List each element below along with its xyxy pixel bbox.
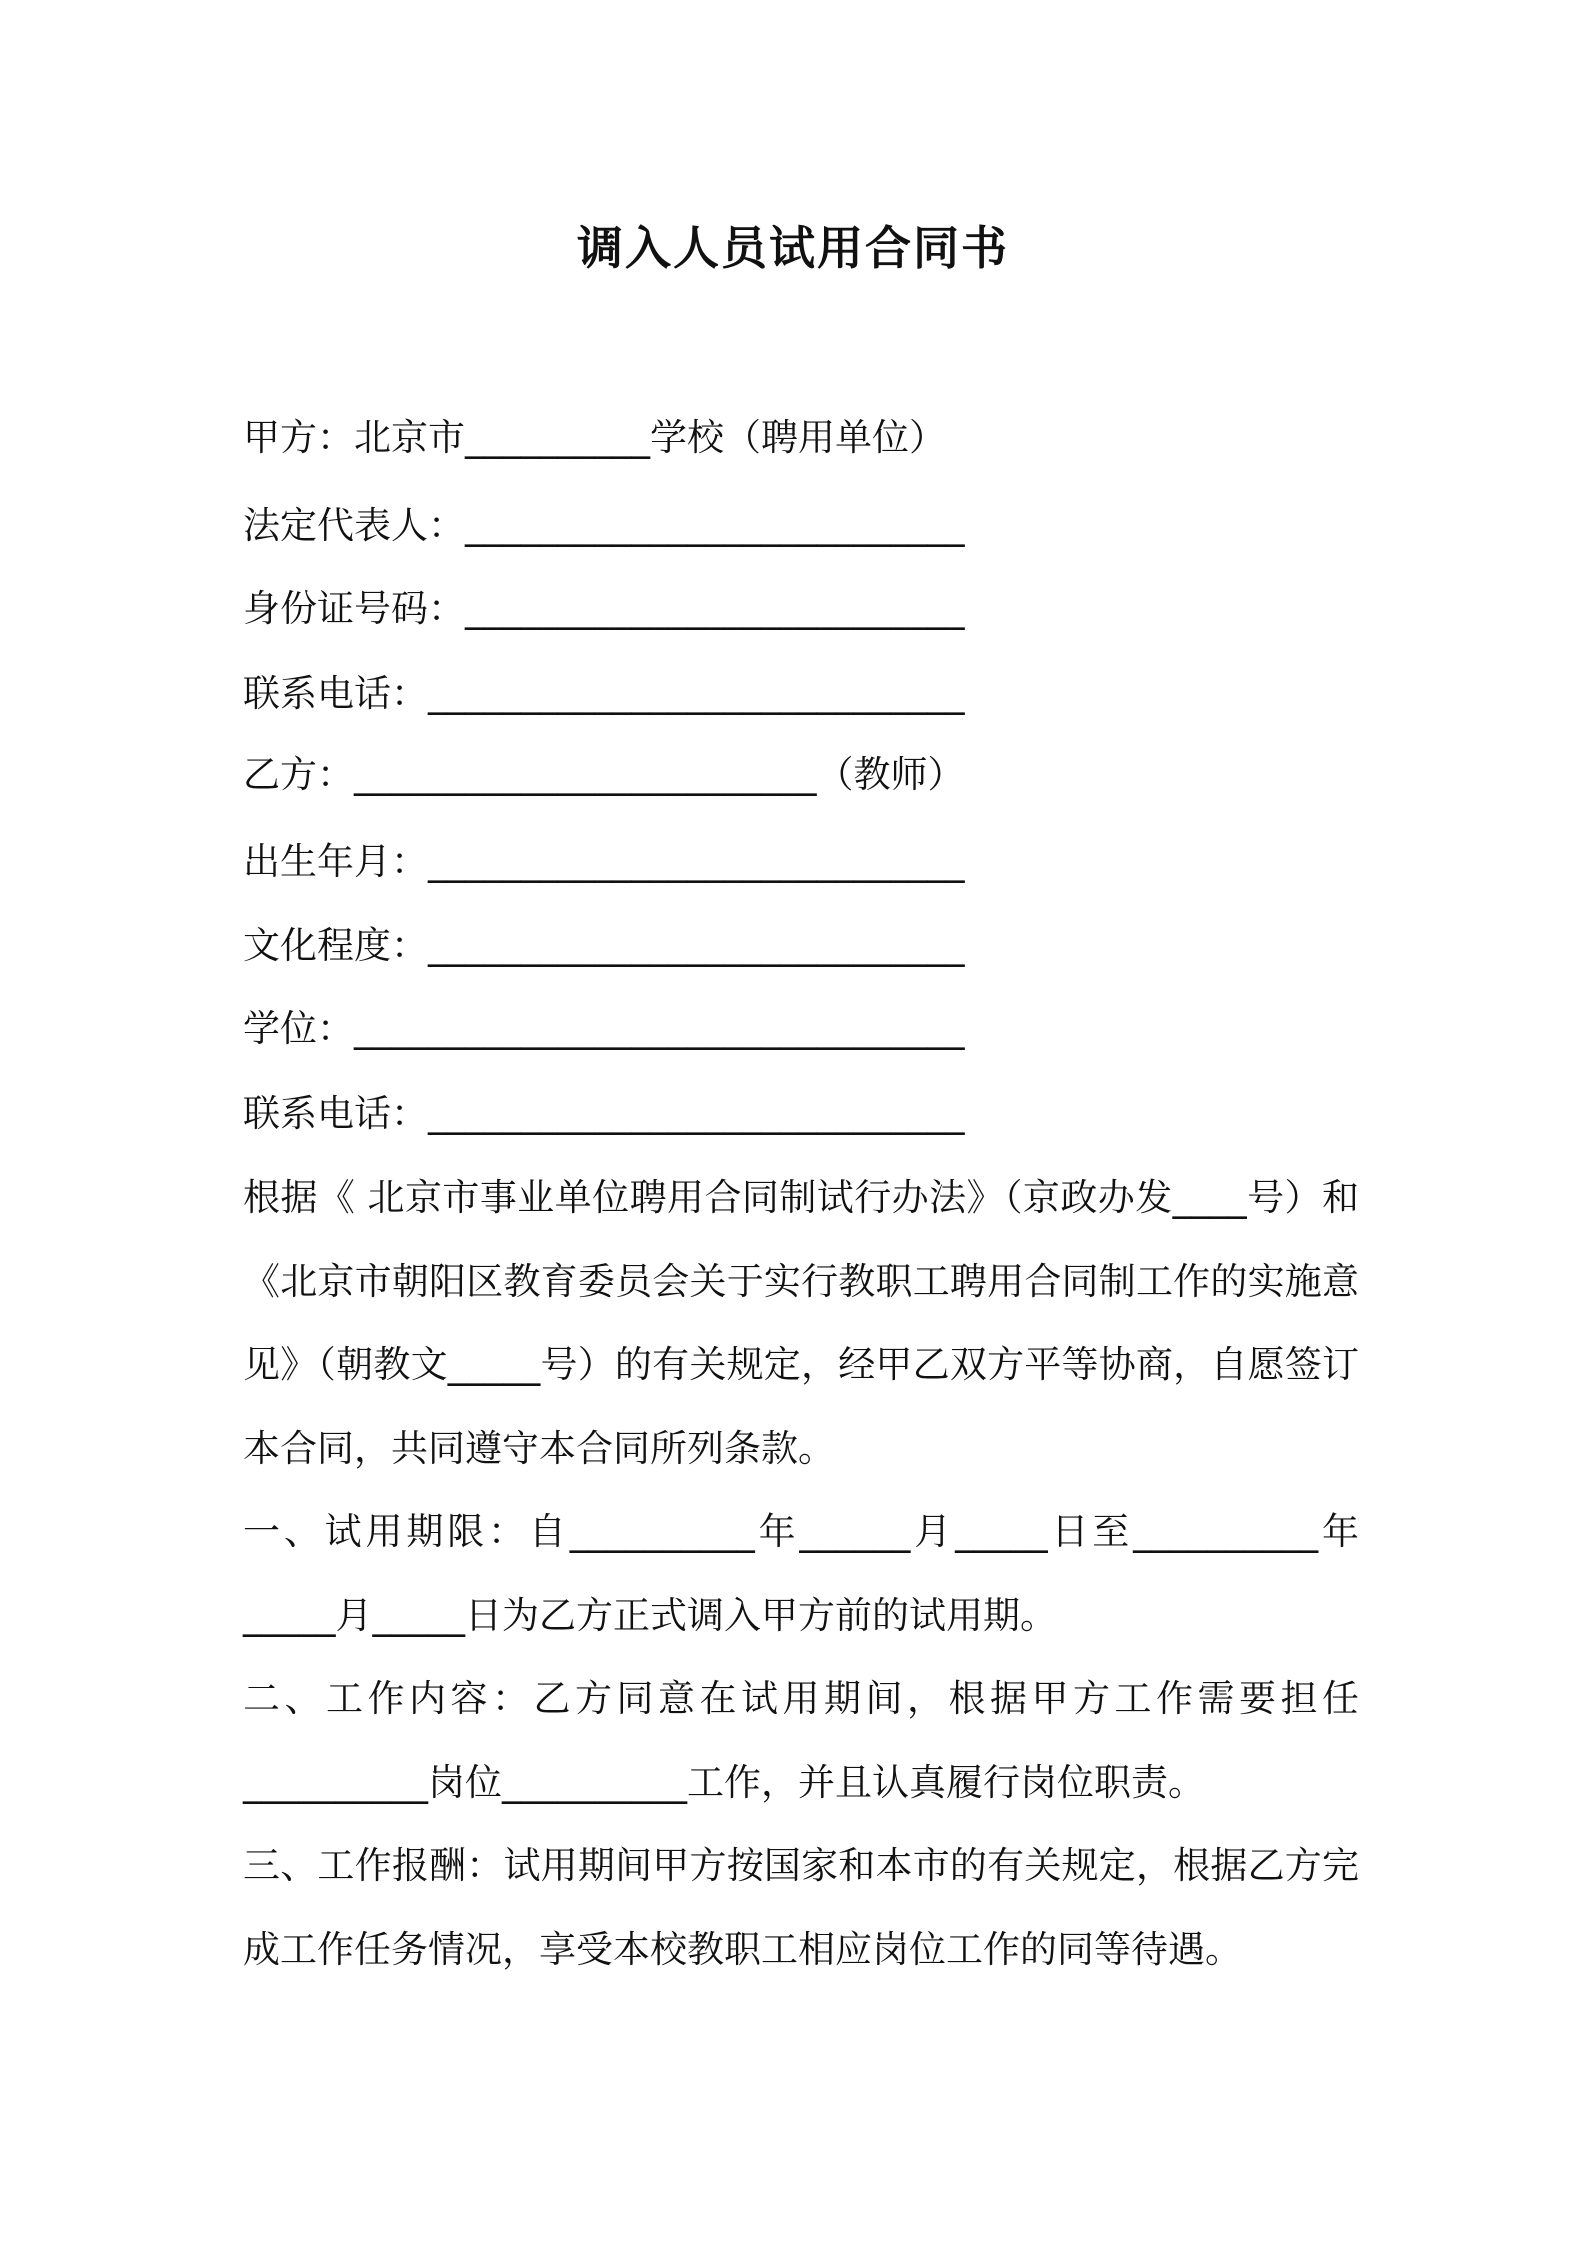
party-b-field: 乙方：_________________________（教师） bbox=[243, 753, 965, 796]
clause-work-content: 二、工作内容：乙方同意在试用期间，根据甲方工作需要担任__________岗位__________工作，并且认真履行岗位职责。 bbox=[243, 1677, 1359, 1804]
document-title: 调入人员试用合同书 bbox=[577, 221, 1009, 275]
party-b-phone-field: 联系电话：_____________________________ bbox=[243, 1092, 965, 1135]
party-a-field: 甲方：北京市__________学校（聘用单位） bbox=[243, 416, 946, 459]
legal-representative-field: 法定代表人：___________________________ bbox=[243, 504, 965, 547]
party-a-phone-field: 联系电话：_____________________________ bbox=[243, 672, 965, 715]
education-level-field: 文化程度：_____________________________ bbox=[243, 924, 965, 967]
birth-date-field: 出生年月：_____________________________ bbox=[243, 840, 965, 883]
id-number-field: 身份证号码：___________________________ bbox=[243, 587, 965, 630]
degree-field: 学位：_________________________________ bbox=[243, 1007, 965, 1050]
clause-remuneration: 三、工作报酬：试用期间甲方按国家和本市的有关规定，根据乙方完成工作任务情况，享受本校教职工相应岗位工作的同等待遇。 bbox=[243, 1844, 1359, 1971]
clause-trial-period: 一、试用期限：自__________年______月_____日至__________年_____月_____日为乙方正式调入甲方前的试用期。 bbox=[243, 1510, 1359, 1637]
preamble-paragraph: 根据《 北京市事业单位聘用合同制试行办法》（京政办发____号）和《北京市朝阳区教育委员会关于实行教职工聘用合同制工作的实施意见》（朝教文_____号）的有关规定，经甲乙双方平等协商，自愿签订本合同，共同遵守本合同所列条款。 bbox=[243, 1176, 1359, 1470]
